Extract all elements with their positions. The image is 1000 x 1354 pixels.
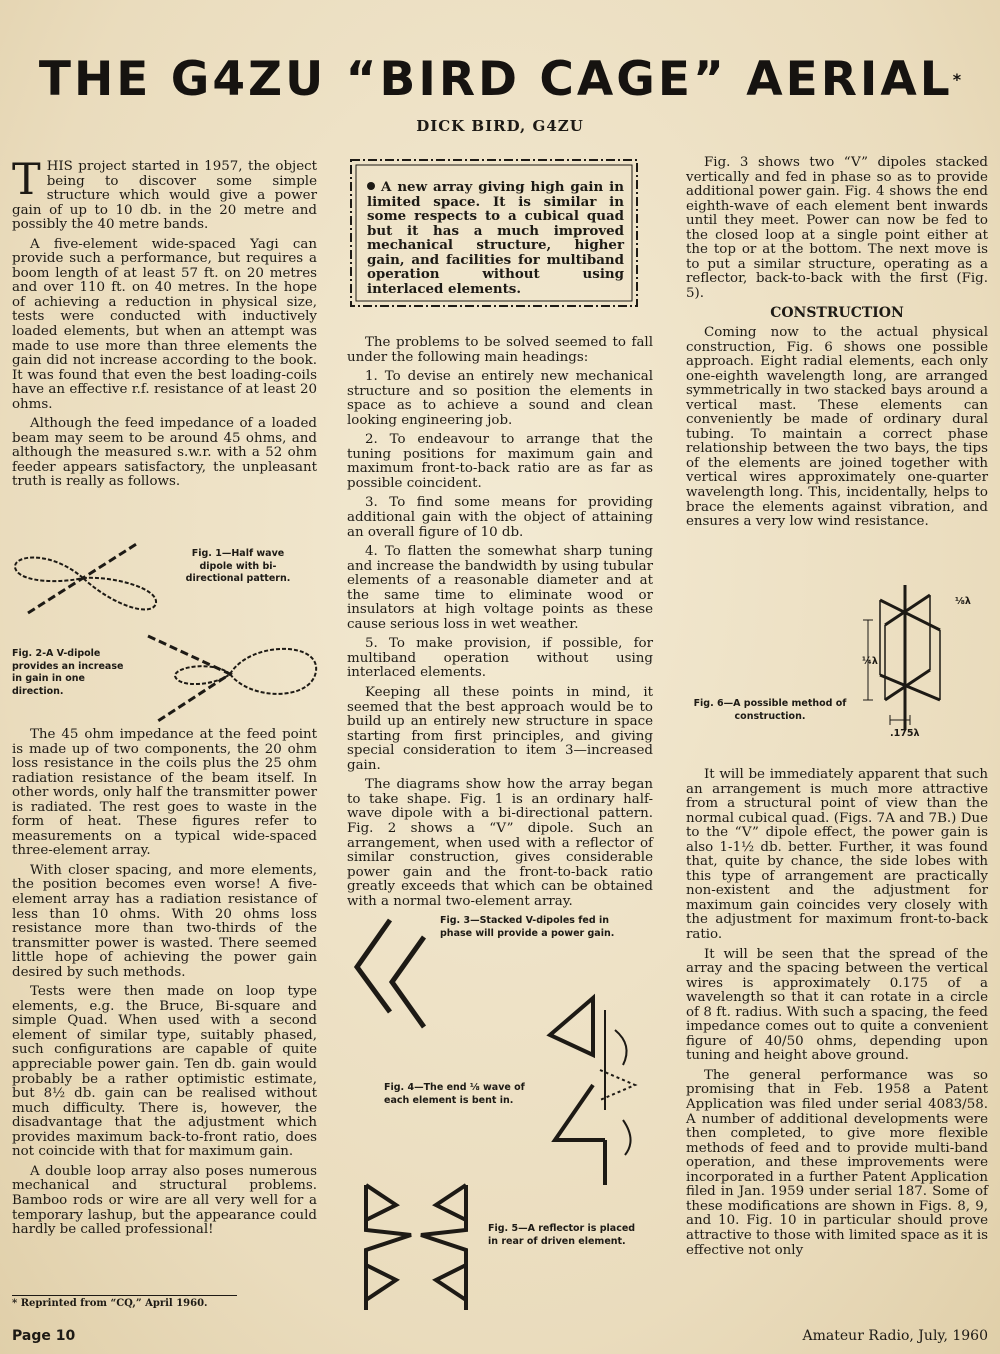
column-1-top — [12, 155, 317, 495]
paragraph: 1. To devise an entirely new mechanical structure and so position the elements in space as to achieve a sound and clean looking engineering job. — [347, 369, 653, 428]
fig6-label-eighth: ⅛λ — [955, 596, 971, 607]
fig6-caption: Fig. 6—A possible method of construction. — [693, 698, 847, 722]
title-footnote-mark: * — [952, 70, 962, 89]
paragraph: It will be immediately apparent that such an arrangement is much more attractive from a structural point of view than the normal cubical quad. (Figs. 7A and 7B.) Due to the “V” dipole effect, the power gain is also 1-1½ db. better. Further, it was found that, quite by chance, the side lobes with this type of arrangement are practically non-existent and the adjustment for maximum gain coincides very closely with the adjustment for maximum front-to-back ratio. — [686, 767, 988, 943]
paragraph: THIS project started in 1957, the object being to discover some simple structure which would give a power gain of up to 10 db. in the 20 metre and possibly the 40 metre bands. — [12, 155, 317, 233]
paragraph: 2. To endeavour to arrange that the tuning positions for maximum gain and maximum front-to-back ratio are as far as possible coincident. — [347, 432, 653, 491]
sidebar-box — [347, 156, 641, 310]
sidebar-text-block — [367, 180, 624, 296]
paragraph: The problems to be solved seemed to fall under the following main headings: — [347, 335, 653, 365]
column-2 — [347, 336, 653, 914]
fig3-caption: Fig. 3—Stacked V-dipoles fed in phase will provide a power gain. — [440, 915, 615, 939]
fig6-label-spacing: .175λ — [890, 728, 920, 739]
footnote: * Reprinted from “CQ,” April 1960. — [12, 1295, 237, 1309]
article-title — [0, 52, 1000, 108]
sidebar-text: A new array giving high gain in limited space. It is similar in some respects to a cubical quad but it has a much improved mechanical structure, higher gain, and facilities for multiband operation without using interlaced elements. — [367, 179, 624, 297]
fig5-caption: Fig. 5—A reflector is placed in rear of driven element. — [488, 1223, 636, 1247]
column-1-bottom — [12, 728, 317, 1243]
title-text: THE G4ZU “BIRD CAGE” AERIAL — [38, 52, 953, 107]
byline: DICK BIRD, G4ZU — [416, 117, 584, 135]
paragraph: Tests were then made on loop type elements, e.g. the Bruce, Bi-square and simple Quad. When used with a second element of similar type, suitably phased, such configurations are capable of quite appreciable power gain. Ten db. gain would probably be a rather optimistic estimate, but 8½ db. gain can be realised without much difficulty. There is, however, the disadvantage that the adjustment which provides maximum back-to-front ratio, does not coincide with that for maximum gain. — [12, 984, 317, 1160]
paragraph: A five-element wide-spaced Yagi can provide such a performance, but requires a boom length of at least 57 ft. on 20 metres and over 110 ft. on 40 metres. In the hope of achieving a reduction in physical size, tests were conducted with inductively loaded elements, but when an attempt was made to use more than three elements the gain did not increase according to the book. It was found that even the best loading-coils have an effective r.f. resistance of at least 20 ohms. — [12, 236, 317, 412]
fig3-stacked-v-dipoles-diagram — [352, 912, 442, 1062]
fig2-v-dipole-diagram — [130, 626, 330, 726]
fig4-caption: Fig. 4—The end ⅛ wave of each element is bent in. — [384, 1082, 525, 1106]
paragraph: 5. To make provision, if possible, for multiband operation without using interlaced elements. — [347, 636, 653, 681]
paragraph: With closer spacing, and more elements, the position becomes even worse! A five-element array has a radiation resistance of less than 10 ohms. With 20 ohms loss resistance more than two-thirds of the transmitter power is wasted. There seemed little hope of achieving the power gain desired by such methods. — [12, 862, 317, 980]
section-heading: CONSTRUCTION — [770, 305, 904, 322]
paragraph: 4. To flatten the somewhat sharp tuning and increase the bandwidth by using tubular elements of a reasonable diameter and at the same time to eliminate wood or insulators at high voltage points as these cause serious loss in wet weather. — [347, 544, 653, 632]
fig5-reflector-diagram — [356, 1175, 476, 1320]
paragraph: The general performance was so promising that in Feb. 1958 a Patent Application was filed under serial 4083/58. A number of additional developments were then completed, to give more flexible methods of feed and to provide multi-band operation, and these improvements were incorporated in a further Patent Application filed in Jan. 1959 under serial 187. Some of these modifications are shown in Figs. 8, 9, and 10. Fig. 10 in particular should prove attractive to those with limited space as it is effective not only — [686, 1067, 988, 1258]
bullet-icon — [367, 182, 375, 190]
paragraph: Although the feed impedance of a loaded beam may seem to be around 45 ohms, and although the measured s.w.r. with a 52 ohm feeder appears satisfactory, the unpleasant truth is really as follows. — [12, 416, 317, 490]
fig4-bent-elements-diagram — [545, 990, 645, 1190]
paragraph: The diagrams show how the array began to take shape. Fig. 1 is an ordinary half-wave dipole with a bi-directional pattern. Fig. 2 shows a “V” dipole. Such an arrangement, when used with a reflector of similar construction, gives considerable power gain and the front-to-back ratio greatly exceeds that which can be obtained with a normal two-element array. — [347, 777, 653, 909]
fig6-label-quarter: ¼λ — [862, 656, 878, 667]
paragraph: It will be seen that the spread of the array and the spacing between the vertical wires is approximately 0.175 of a wavelength so that it can rotate in a circle of 8 ft. radius. With such a spacing, the feed impedance comes out to quite a convenient figure of 40/50 ohms, depending upon tuning and height above ground. — [686, 946, 988, 1064]
publication-info: Amateur Radio, July, 1960 — [802, 1328, 988, 1344]
paragraph: Coming now to the actual physical construction, Fig. 6 shows one possible approach. Eight radial elements, each only one-eighth wavelength long, are arranged symmetrically in two stacked bays around a vertical mast. These elements can conveniently be made of ordinary dural tubing. To maintain a correct phase relationship between the two bays, the tips of the elements are joined together with vertical wires approximately one-quarter wavelength long. This, incidentally, helps to brace the elements against vibration, and ensures a very low wind resistance. — [686, 325, 988, 530]
paragraph: A double loop array also poses numerous mechanical and structural problems. Bamboo rods or wire are all very well for a temporary lashup, but the appearance could hardly be called professional! — [12, 1163, 317, 1238]
fig1-caption: Fig. 1—Half wave dipole with bi-directional pattern. — [185, 548, 291, 584]
paragraph: Keeping all these points in mind, it seemed that the best approach would be to build up an entirely new structure in space starting from first principles, and giving special consideration to item 3—increased gain. — [347, 685, 653, 773]
drop-cap: T — [12, 155, 41, 205]
paragraph: 3. To find some means for providing additional gain with the object of attaining an overall figure of 10 db. — [347, 495, 653, 540]
paragraph: The 45 ohm impedance at the feed point is made up of two components, the 20 ohm loss resistance in the coils plus the 25 ohm radiation resistance of the beam itself. In other words, only half the transmitter power is radiated. The rest goes to waste in the form of heat. These figures refer to measurements on a typical wide-spaced three-element array. — [12, 727, 317, 859]
column-3-top — [686, 156, 988, 535]
fig1-dipole-diagram — [8, 538, 178, 623]
column-3-bottom — [686, 768, 988, 1263]
page-number: Page 10 — [12, 1328, 76, 1344]
fig2-caption: Fig. 2-A V-dipole provides an increase in gain in one direction. — [12, 648, 124, 697]
paragraph: Fig. 3 shows two “V” dipoles stacked vertically and fed in phase so as to provide additional power gain. Fig. 4 shows the end eighth-wave of each element bent inwards until they meet. Power can now be fed to the closed loop at a single point either at the top or at the bottom. The next move is to put a similar structure, operating as a reflector, back-to-back with the first (Fig. 5). — [686, 155, 988, 301]
